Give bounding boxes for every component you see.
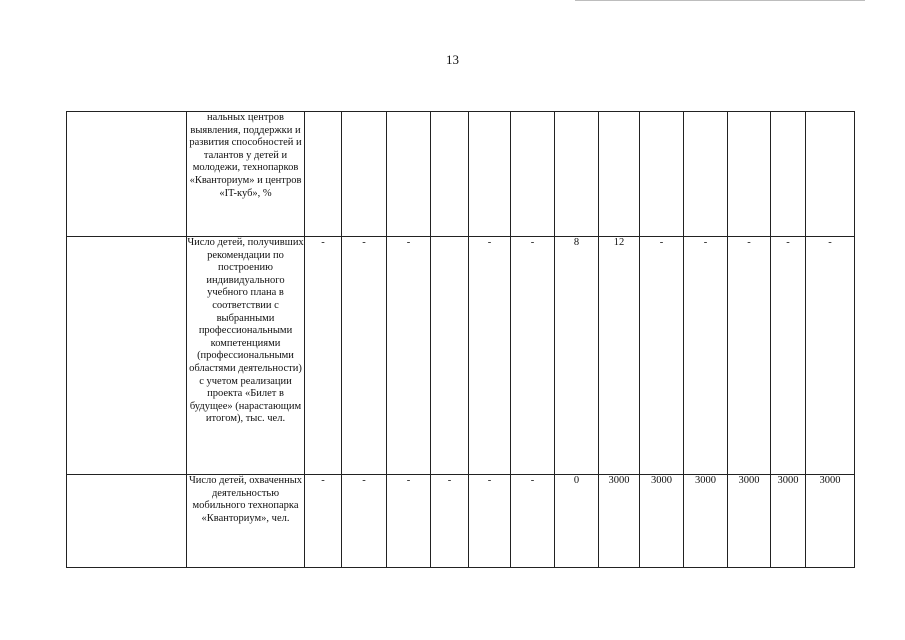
value-cell: 3000: [771, 475, 806, 568]
value-cell: [640, 112, 684, 237]
value-cell: -: [431, 475, 469, 568]
value-cell: 12: [599, 237, 640, 475]
value-cell: -: [469, 475, 511, 568]
value-cell: 3000: [806, 475, 855, 568]
value-cell: -: [387, 475, 431, 568]
value-cell: -: [511, 475, 555, 568]
value-cell: [387, 112, 431, 237]
value-cell: -: [684, 237, 728, 475]
value-cell: 8: [555, 237, 599, 475]
value-cell: -: [511, 237, 555, 475]
value-cell: [342, 112, 387, 237]
value-cell: -: [728, 237, 771, 475]
value-cell: [431, 112, 469, 237]
value-cell: -: [342, 475, 387, 568]
value-cell: [555, 112, 599, 237]
page-number: 13: [446, 52, 459, 67]
value-cell: 3000: [728, 475, 771, 568]
value-cell: 3000: [599, 475, 640, 568]
indicator-description: нальных центров выявления, поддержки и развития способностей и талантов у детей и молодежи, технопарков «Кванториум» и центров «IT-куб», %: [187, 112, 305, 237]
value-cell: [806, 112, 855, 237]
indicator-description: Число детей, получивших рекомендации по построению индивидуального учебного плана в соответствии с выбранными профессиональными компетенциями (профессиональными областями деятельности) с учетом реализации проекта «Билет в будущее» (нарастающим итогом), тыс. чел.: [187, 237, 305, 475]
value-cell: [771, 112, 806, 237]
value-cell: -: [305, 475, 342, 568]
value-cell: 0: [555, 475, 599, 568]
value-cell: -: [305, 237, 342, 475]
scan-artifact-line: [575, 0, 865, 1]
value-cell: [728, 112, 771, 237]
value-cell: [511, 112, 555, 237]
table-row: [67, 237, 855, 475]
empty-first-column-cell: [67, 112, 187, 237]
value-cell: [684, 112, 728, 237]
empty-first-column-cell: [67, 475, 187, 568]
value-cell: [469, 112, 511, 237]
value-cell: -: [342, 237, 387, 475]
value-cell: -: [640, 237, 684, 475]
value-cell: 3000: [684, 475, 728, 568]
empty-first-column-cell: [67, 237, 187, 475]
table-row: [67, 475, 855, 568]
value-cell: 3000: [640, 475, 684, 568]
value-cell: -: [771, 237, 806, 475]
value-cell: -: [806, 237, 855, 475]
value-cell: -: [387, 237, 431, 475]
value-cell: [599, 112, 640, 237]
value-cell: [305, 112, 342, 237]
indicator-table: [66, 111, 855, 568]
indicator-description: Число детей, охваченных деятельностью мобильного технопарка «Кванториум», чел.: [187, 475, 305, 568]
table-row: [67, 112, 855, 237]
value-cell: -: [469, 237, 511, 475]
value-cell: [431, 237, 469, 475]
